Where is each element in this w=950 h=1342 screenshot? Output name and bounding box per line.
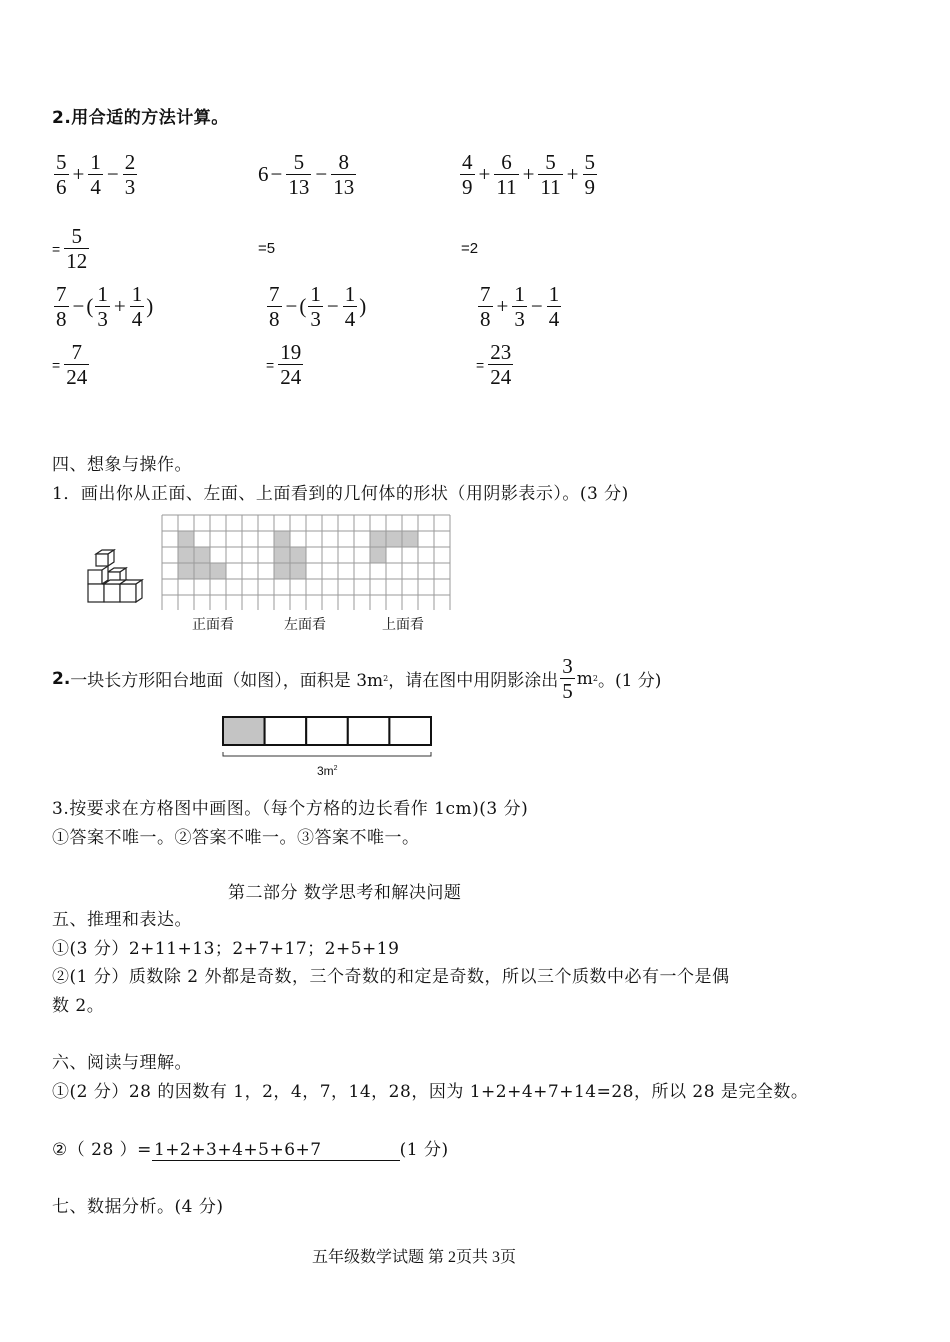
shaded-grid-cell — [402, 531, 418, 547]
section6-answer-2: ②（ 28 ）= 1+2+3+4+5+6+7 (1 分) — [52, 1140, 449, 1160]
part2-title: 第二部分 数学思考和解决问题 — [228, 883, 462, 903]
answer-1: = $\frac{5}{12}$ — [52, 224, 88, 273]
section4-q1: 1．画出你从正面、左面、上面看到的几何体的形状（用阴影表示）。(3 分) — [52, 484, 629, 504]
shaded-grid-cell — [290, 563, 306, 579]
shaded-grid-cell — [194, 547, 210, 563]
answer-3: =2 — [461, 240, 479, 257]
section5-answer-1: ①(3 分）2+11+13；2+7+17；2+5+19 — [52, 939, 400, 959]
page-footer: 五年级数学试题 第 2页共 3页 — [312, 1249, 517, 1266]
shaded-grid-cell — [274, 531, 290, 547]
expression-5: $\frac{7}{8}$ − ( $\frac{1}{3}$ − $\frac{1}{4}$ ) — [269, 282, 367, 331]
shaded-grid-cell — [370, 547, 386, 563]
answer-5: = $\frac{19}{24}$ — [266, 340, 302, 389]
cube-stack-figure — [82, 548, 154, 612]
answer-4: = $\frac{7}{24}$ — [52, 340, 88, 389]
shaded-grid-cell — [290, 547, 306, 563]
view-label-front: 正面看 — [192, 617, 234, 633]
section7-heading: 七、数据分析。(4 分) — [52, 1197, 224, 1217]
view-label-top: 上面看 — [382, 617, 424, 633]
section5-answer-2-line1: ②(1 分）质数除 2 外都是奇数，三个奇数的和定是奇数，所以三个质数中必有一个是偶 — [52, 967, 730, 987]
shaded-grid-cell — [178, 547, 194, 563]
section4-q3: 3.按要求在方格图中画图。（每个方格的边长看作 1cm)(3 分) — [52, 799, 529, 819]
shaded-grid-cell — [178, 531, 194, 547]
bar-cell — [265, 717, 307, 745]
section5-heading: 五、推理和表达。 — [52, 910, 192, 930]
shaded-grid-cell — [194, 563, 210, 579]
section6-heading: 六、阅读与理解。 — [52, 1053, 192, 1073]
shaded-grid-cell — [370, 531, 386, 547]
answer-blank: 1+2+3+4+5+6+7 — [152, 1140, 400, 1161]
view-grid — [160, 514, 452, 610]
view-label-left: 左面看 — [284, 617, 326, 633]
shaded-grid-cell — [274, 563, 290, 579]
expression-1: $\frac{5}{6}$ + $\frac{1}{4}$ − $\frac{2}{3}$ — [56, 150, 136, 199]
shaded-grid-cell — [274, 547, 290, 563]
bar-cell — [348, 717, 390, 745]
bar-cell-shaded — [223, 717, 265, 745]
shaded-grid-cell — [210, 563, 226, 579]
expression-4: $\frac{7}{8}$ − ( $\frac{1}{3}$ + $\frac{1}{4}$ ) — [56, 282, 154, 331]
shaded-grid-cell — [178, 563, 194, 579]
bar-cell — [389, 717, 431, 745]
shaded-grid-cell — [386, 531, 402, 547]
expression-6: $\frac{7}{8}$ + $\frac{1}{3}$ − $\frac{1}{4}$ — [480, 282, 560, 331]
section2-heading: 2.用合适的方法计算。 — [52, 108, 229, 128]
bar-cell — [306, 717, 348, 745]
balcony-bar — [220, 714, 434, 760]
section5-answer-2-line2: 数 2。 — [52, 996, 105, 1016]
expression-3: $\frac{4}{9}$ + $\frac{6}{11}$ + $\frac{5}{11}$ + $\frac{5}{9}$ — [462, 150, 595, 199]
section4-heading: 四、想象与操作。 — [52, 455, 192, 475]
section6-answer-1: ①(2 分）28 的因数有 1，2，4，7，14，28，因为 1+2+4+7+14=28，所以 28 是完全数。 — [52, 1082, 809, 1102]
answer-6: = $\frac{23}{24}$ — [476, 340, 512, 389]
section4-q2: 2. 一块长方形阳台地面（如图），面积是 3m 2 ，请在图中用阴影涂出 $\frac{3}{5}$ m 2 。(1 分) — [52, 654, 662, 703]
answer-2: =5 — [258, 240, 276, 257]
bar-label: $3m^2$ — [317, 764, 338, 778]
expression-2: 6 − $\frac{5}{13}$ − $\frac{8}{13}$ — [258, 150, 355, 199]
section4-q3-answer: ①答案不唯一。②答案不唯一。③答案不唯一。 — [52, 828, 420, 848]
